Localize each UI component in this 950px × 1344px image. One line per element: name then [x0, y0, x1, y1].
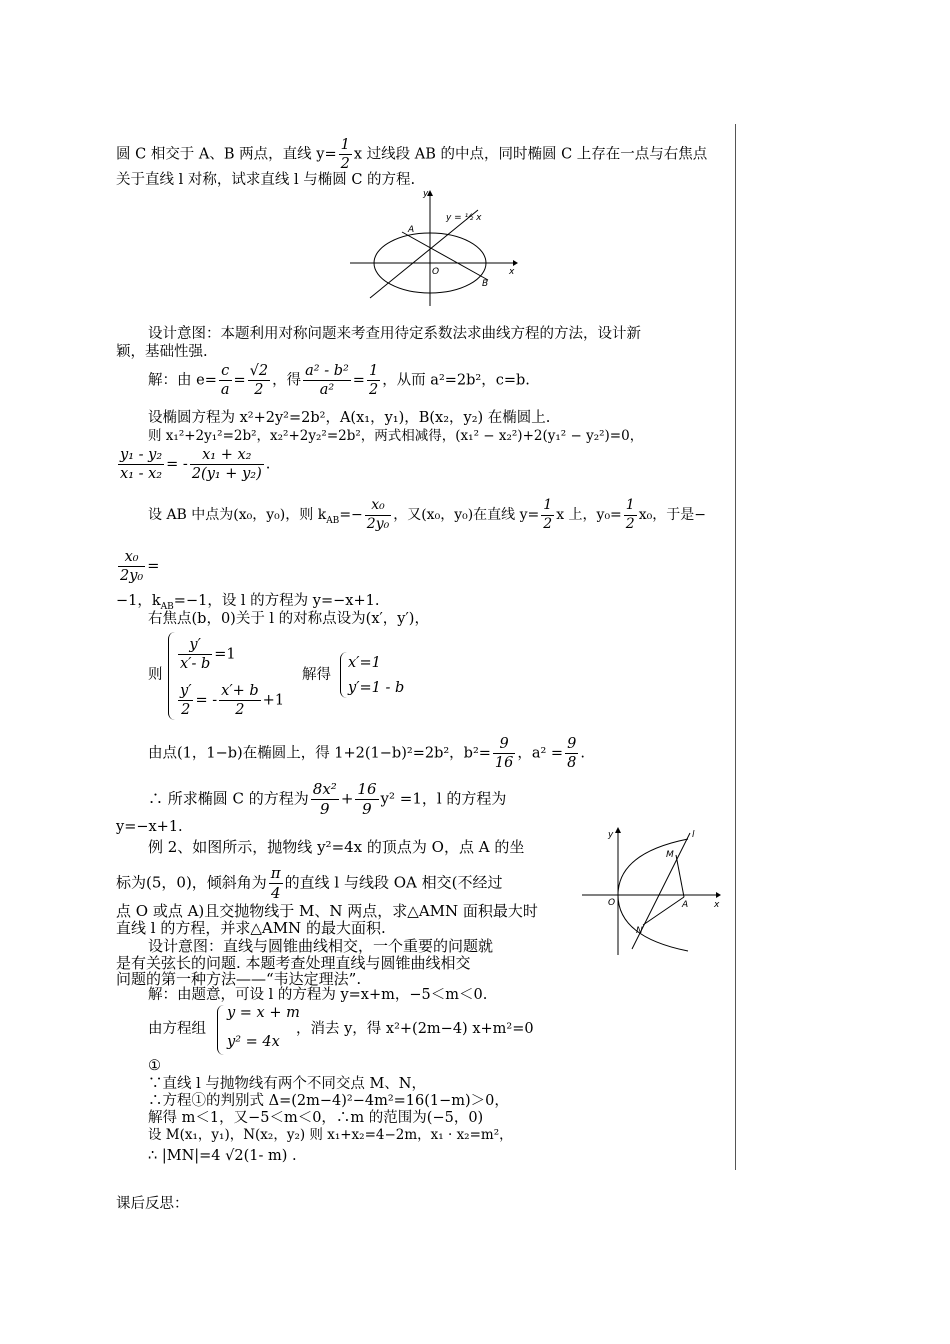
system-row-2: $\frac{y'}{2}$ = - $\frac{x'+ b}{2}$ +1	[180, 683, 285, 719]
problem-line-1: 圆 C 相交于 A、B 两点，直线 y= $\frac{1}{2}$ x 过线段 AB 的中点，同时椭圆 C 上存在一点与右焦点	[116, 137, 708, 173]
example2-system-result: ，消去 y，得 x²+(2m−4) x+m²=0	[296, 1021, 534, 1037]
problem-line-2: 关于直线 l 对称，试求直线 l 与椭圆 C 的方程.	[116, 172, 416, 188]
solution-line-11: y=−x+1.	[116, 819, 183, 835]
design-intent-1b: 颖，基础性强.	[116, 344, 208, 360]
point-m-label: M	[666, 850, 674, 860]
system-label: 则	[148, 667, 163, 683]
example2-system-row-2: y² = 4x	[227, 1034, 280, 1050]
example2-solution-6: 解得 m＜1，又−5＜m＜0，∴m 的范围为(−5，0)	[148, 1110, 484, 1126]
point-a-label: A	[408, 225, 415, 235]
parabola-figure	[580, 825, 730, 957]
design-intent-2a: 设计意图：直线与圆锥曲线相交，一个重要的问题就	[148, 937, 494, 955]
example2-system-label: 由方程组	[148, 1021, 206, 1037]
design-intent-1a: 设计意图：本题利用对称问题来考查用待定系数法求曲线方程的方法，设计新	[148, 326, 641, 342]
example2-line-4: 直线 l 的方程，并求△AMN 的最大面积.	[116, 919, 386, 937]
solution-row-1: x′=1	[348, 655, 381, 671]
example2-line-2: 标为(5，0)，倾斜角为 $\frac{\pi}{4}$ 的直线 l 与线段 OA 相交(不经过	[116, 864, 503, 902]
example2-line-3: 点 O 或点 A)且交抛物线于 M、N 两点，求△AMN 面积最大时	[116, 902, 538, 920]
fraction-half: $\frac{1}{2}$	[340, 137, 350, 173]
example2-solution-7: 设 M(x₁，y₁)，N(x₂，y₂) 则 x₁+x₂=4−2m，x₁ · x₂=m²，	[148, 1127, 513, 1143]
origin-label-2: O	[608, 898, 616, 908]
point-b-label: B	[482, 279, 489, 289]
y-axis-label: y	[423, 189, 429, 199]
point-a-label-2: A	[682, 900, 689, 910]
y-axis-label-2: y	[608, 830, 614, 840]
solution-line-2: 设椭圆方程为 x²+2y²=2b²，A(x₁，y₁)，B(x₂，y₂) 在椭圆上.	[148, 410, 551, 426]
x-axis-label: x	[509, 267, 515, 277]
solution-line-10: ∴ 所求椭圆 C 的方程为 $\frac{\text{8x²}}{9}$ + $\frac{16}{9}$ y² =1，l 的方程为	[148, 780, 507, 818]
solution-line-5: 设 AB 中点为(x₀，y₀)，则 $k_{AB}=-$ $\frac{\text{x₀}}{\text{2y₀}}$ ，又(x₀，y₀)在直线 y= $\frac{1}{2}$ x 上，y₀= $\frac{1}{2}$ x₀，于是−	[148, 497, 706, 532]
example2-system-row-1: y = x + m	[227, 1005, 300, 1021]
example2-solution-5: ∴方程①的判别式 Δ=(2m−4)²−4m²=16(1−m)＞0，	[148, 1093, 509, 1109]
solution-label: 解得	[302, 667, 331, 683]
solution-line-6: $\frac{\text{x₀}}{\text{2y₀}}$ =	[120, 549, 160, 585]
solution-line-4: $\frac{\text{y₁ - y₂}}{\text{x₁ - x₂}}$ = - $\frac{\text{x₁ + x₂}}{\text{2(y₁ + y₂)}}$ .	[120, 447, 271, 483]
margin-rule	[735, 124, 736, 1170]
solution-row-2: y′=1 - b	[348, 680, 405, 696]
design-intent-2b: 是有关弦长的问题. 本题考查处理直线与圆锥曲线相交	[116, 954, 471, 972]
solution-brace	[340, 652, 347, 698]
point-n-label: N	[636, 926, 643, 936]
example2-solution-4: ∵直线 l 与抛物线有两个不同交点 M、N，	[148, 1076, 426, 1092]
example2-line-1: 例 2、如图所示，抛物线 y²=4x 的顶点为 O，点 A 的坐	[148, 838, 525, 856]
after-class-reflection: 课后反思：	[116, 1196, 189, 1212]
solution-line-7: −1，$k_{AB}=-1$，设 l 的方程为 y=−x+1.	[116, 593, 380, 612]
example2-solution-8: ∴ |MN|=4 √2(1- m) .	[148, 1148, 297, 1164]
origin-label: O	[432, 267, 440, 277]
equation-marker: ①	[148, 1058, 161, 1074]
example2-solution-1: 解：由题意，可设 l 的方程为 y=x+m，−5＜m＜0.	[148, 987, 488, 1003]
solution-line-8: 右焦点(b，0)关于 l 的对称点设为(x′，y′)，	[148, 611, 429, 627]
system-brace	[168, 632, 175, 720]
design-intent-2c: 问题的第一种方法——“韦达定理法”.	[116, 970, 362, 988]
example2-system-brace	[217, 1005, 224, 1055]
ellipse-figure	[348, 188, 520, 308]
solution-line-1: 解：由 e= $\frac{c}{a}$ = $\frac{√2}{2}$ ，得 $\frac{\text{a² - b²}}{\text{a²}}$ = $\frac{1}{2}$ ，从而 a²=2b²，c=b.	[148, 363, 530, 399]
solution-line-3: 则 x₁²+2y₁²=2b²，x₂²+2y₂²=2b²，两式相减得，(x₁² − x₂²)+2(y₁² − y₂²)=0，	[148, 428, 644, 444]
solution-line-9: 由点(1，1−b)在椭圆上，得 1+2(1−b)²=2b²，b²= $\frac{9}{16}$ ，a² = $\frac{9}{8}$ .	[148, 736, 585, 772]
line-equation-label: y = ½ x	[446, 213, 482, 223]
system-row-1: $\frac{y'}{x'- b}$ =1	[180, 637, 236, 673]
x-axis-label-2: x	[714, 900, 720, 910]
line-l-label: l	[692, 830, 695, 840]
